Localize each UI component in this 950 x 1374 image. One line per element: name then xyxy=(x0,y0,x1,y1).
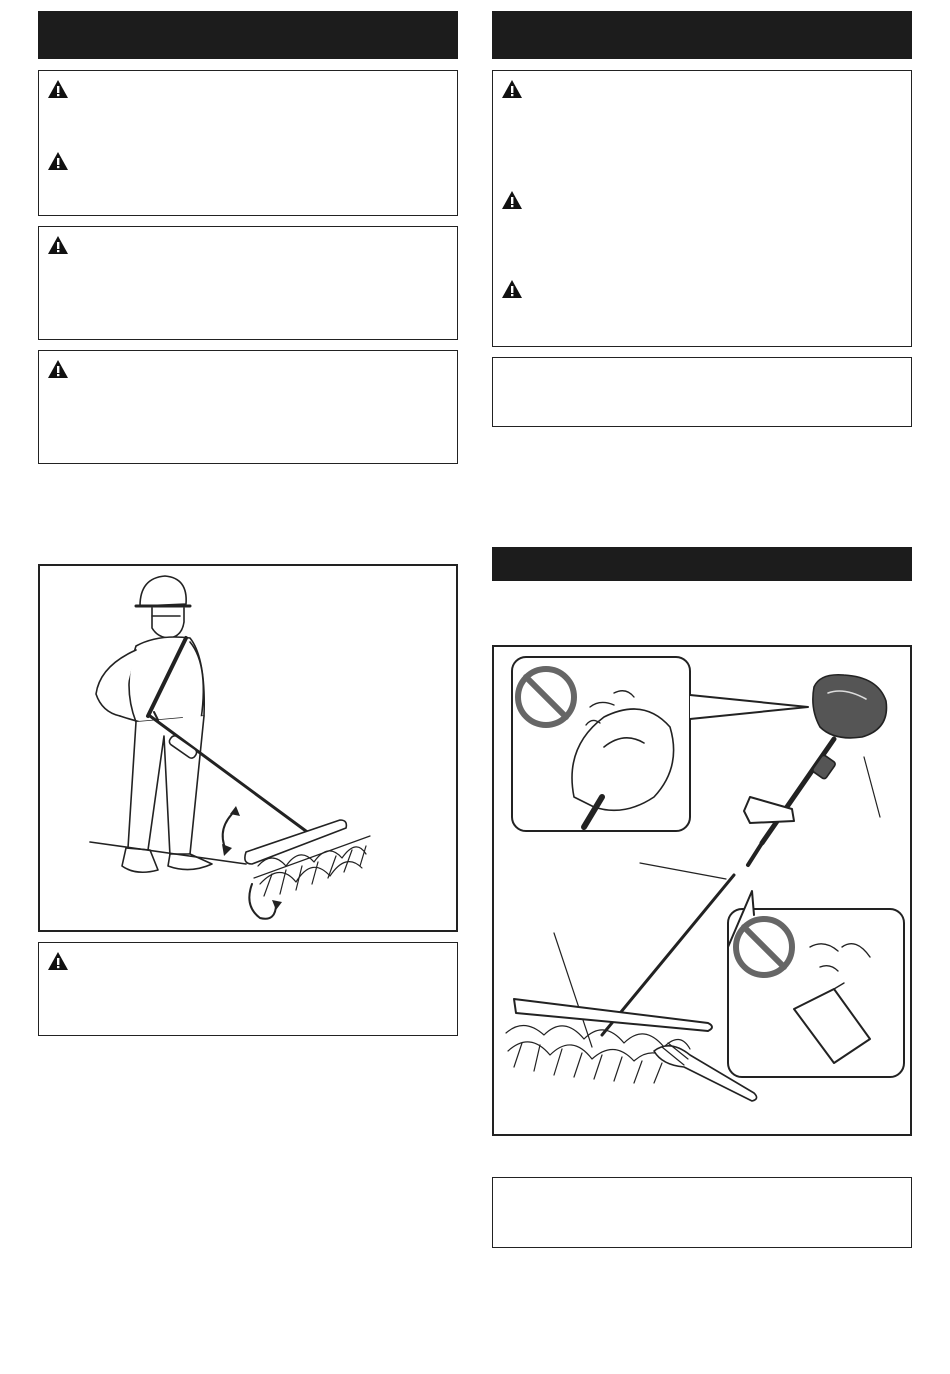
warning-triangle-icon xyxy=(501,79,523,99)
warning-triangle-icon xyxy=(47,951,69,971)
operator-sweeping-illustration xyxy=(40,566,456,930)
warning-triangle-icon xyxy=(47,235,69,255)
warning-triangle-icon xyxy=(47,151,69,171)
right-header-bar xyxy=(492,11,912,59)
prohibited-icon xyxy=(736,919,792,975)
warning-box-2 xyxy=(38,226,458,340)
warning-triangle-icon xyxy=(501,279,523,299)
warning-triangle-icon xyxy=(501,190,523,210)
brush-attachment-figure xyxy=(492,645,912,1136)
left-header-bar xyxy=(38,11,458,59)
prohibited-icon xyxy=(518,669,574,725)
warning-box-1 xyxy=(38,70,458,216)
warning-box-5 xyxy=(492,70,912,347)
note-box-2 xyxy=(492,1177,912,1248)
warning-box-3 xyxy=(38,350,458,464)
brush-attachment-illustration xyxy=(494,647,910,1134)
warning-triangle-icon xyxy=(47,79,69,99)
note-box-1 xyxy=(492,357,912,427)
warning-triangle-icon xyxy=(47,359,69,379)
warning-box-4 xyxy=(38,942,458,1036)
operator-sweeping-figure xyxy=(38,564,458,932)
section-bar xyxy=(492,547,912,581)
